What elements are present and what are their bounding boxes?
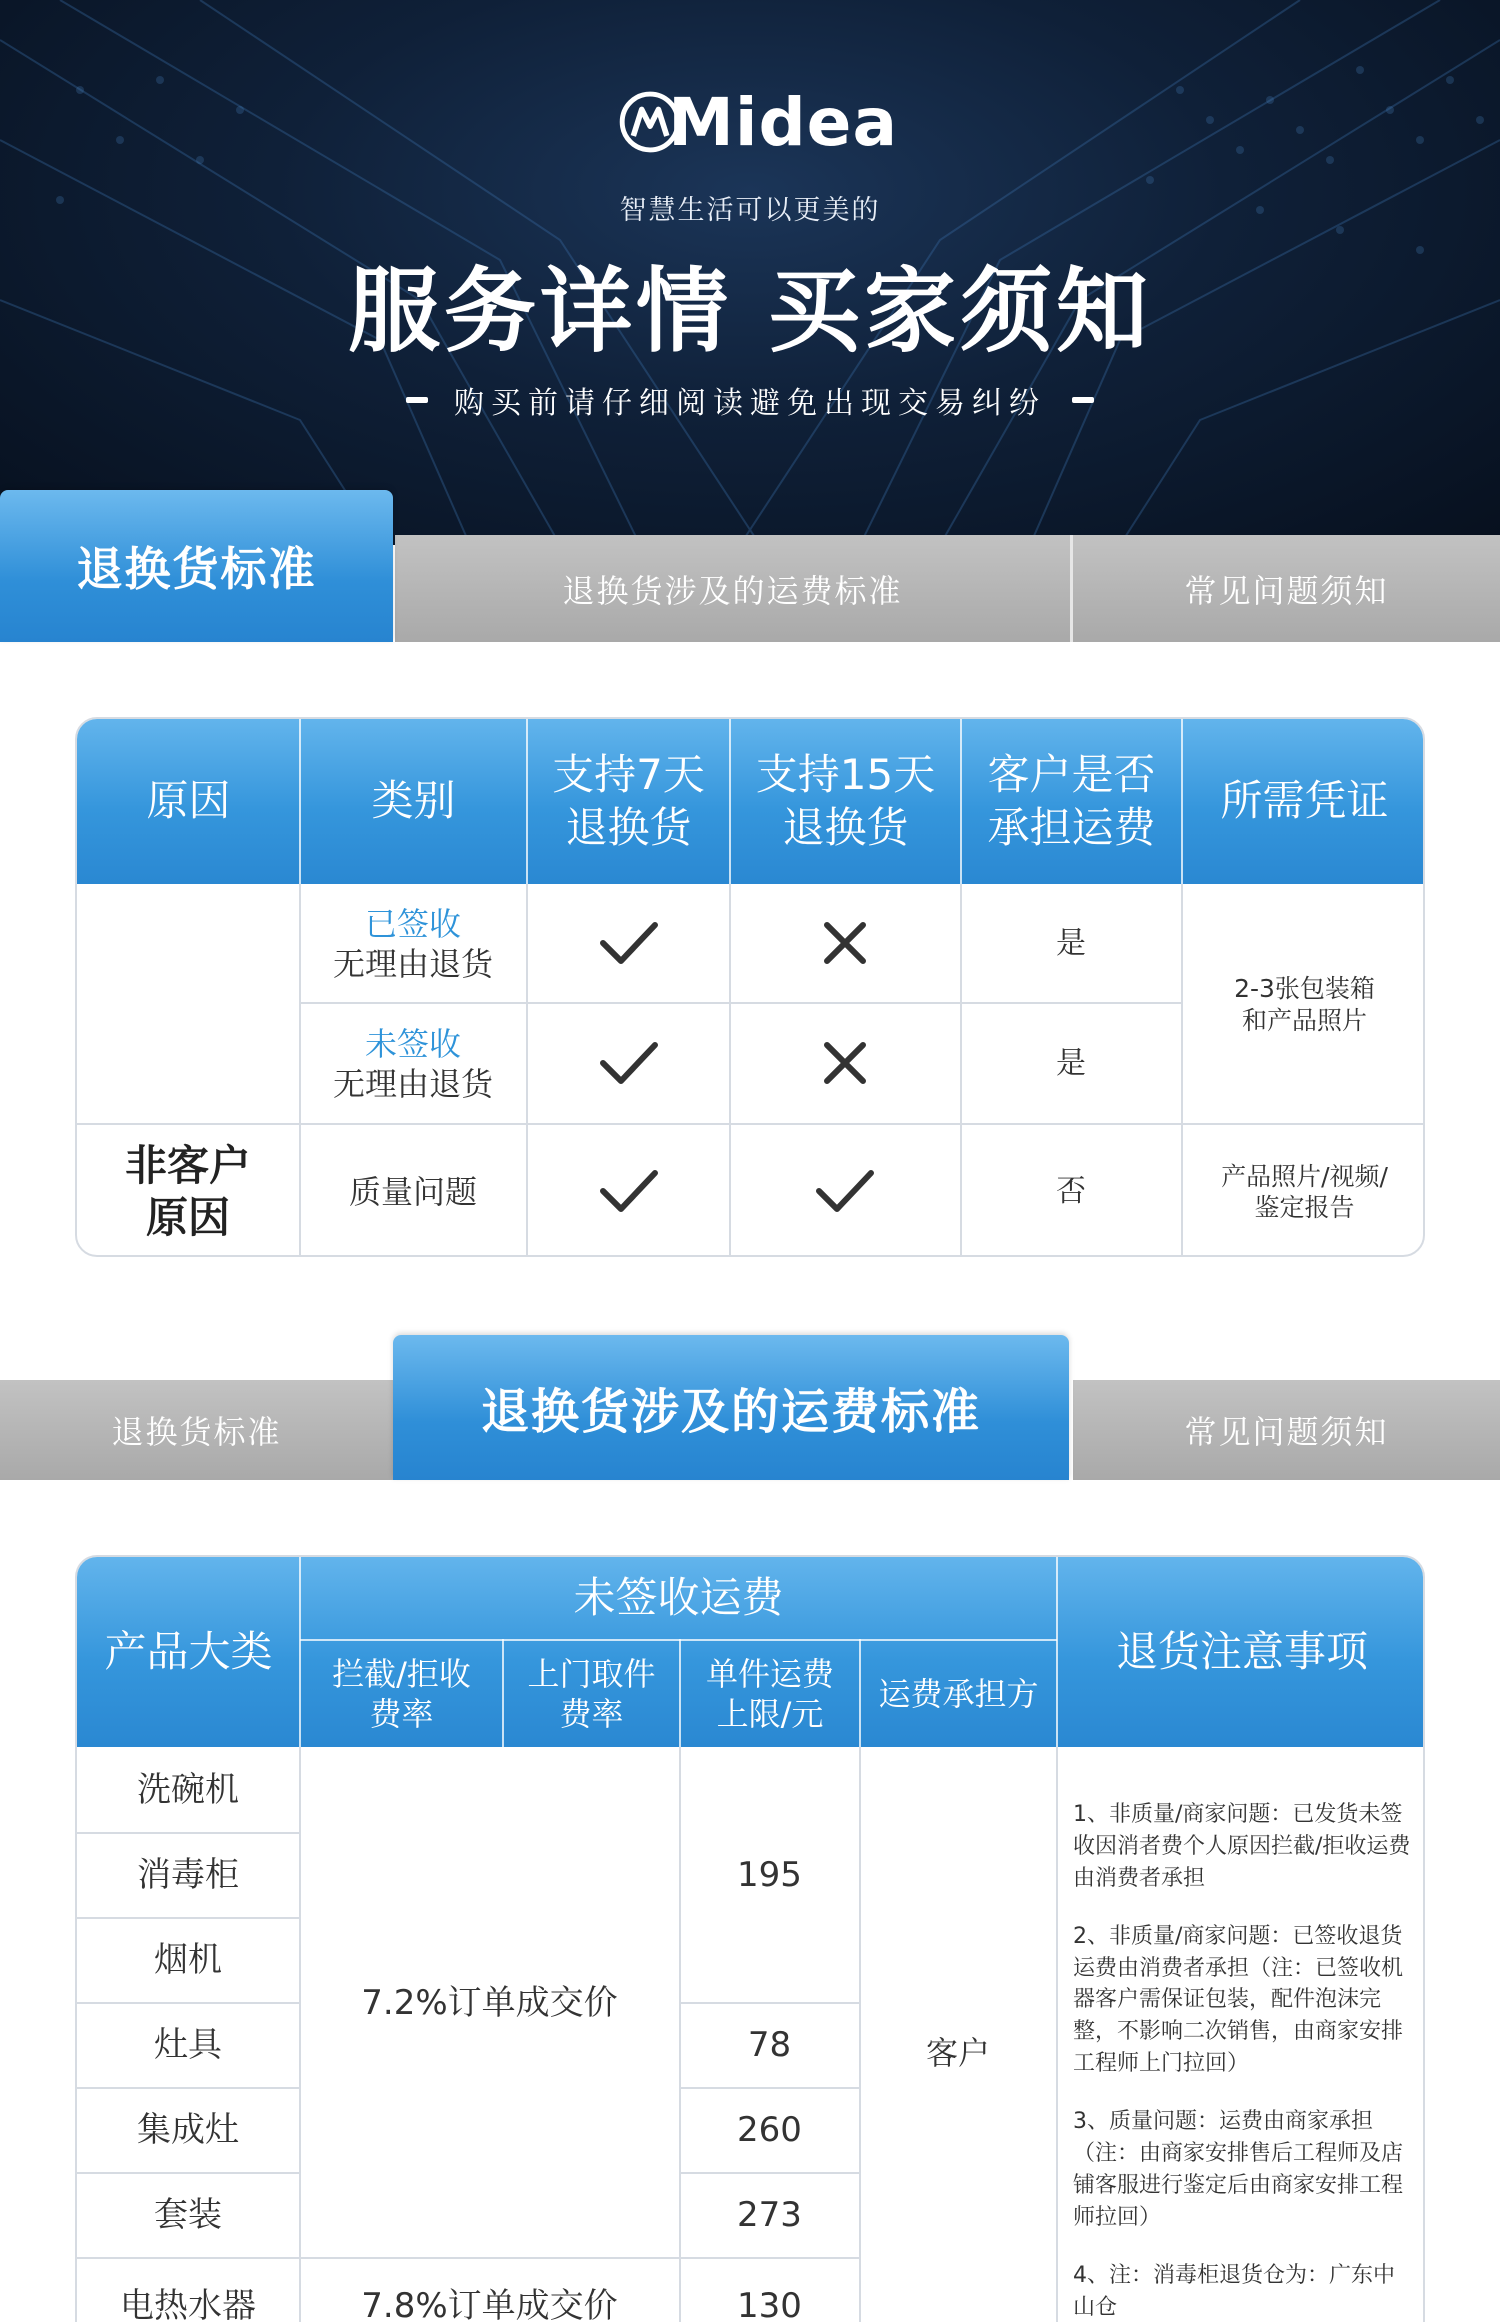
grid-line	[1056, 1747, 1058, 2322]
customer-pay-signed: 是	[1056, 926, 1086, 962]
proof-quality: 产品照片/视频/ 鉴定报告	[1221, 1161, 1388, 1222]
tab-return-standard-active[interactable]: 退换货标准	[0, 490, 393, 642]
logo-text: Midea	[668, 83, 898, 161]
tab-bar-1	[0, 490, 1500, 642]
cap-value: 78	[747, 2025, 792, 2066]
page-title: 服务详情 买家须知	[347, 258, 1153, 365]
rate-main: 7.2%订单成交价	[361, 1982, 618, 2023]
tab-return-standard[interactable]: 退换货标准	[0, 1380, 393, 1480]
midea-logo	[618, 72, 898, 172]
product-stove: 灶具	[154, 2025, 222, 2066]
header-divider	[1181, 719, 1183, 884]
category-no-reason: 无理由退货	[332, 945, 493, 983]
grid-line	[729, 884, 731, 1257]
return-notes	[1073, 1799, 1413, 2322]
status-signed: 已签收	[364, 905, 461, 943]
category-no-reason: 无理由退货	[332, 1064, 493, 1103]
product-water-heater: 电热水器	[120, 2286, 256, 2322]
tab-freight-standard[interactable]: 退换货涉及的运费标准	[395, 535, 1070, 642]
header-unsigned-freight: 未签收运费	[573, 1572, 784, 1622]
header-product: 产品大类	[104, 1626, 273, 1676]
note-item: 1、非质量/商家问题：已发货未签收因消者费个人原因拦截/拒收运费由消费者承担	[1073, 1802, 1411, 1891]
grid-line	[526, 884, 528, 1257]
freight-table	[75, 1555, 1425, 2322]
proof-no-reason: 2-3张包装箱 和产品照片	[1234, 974, 1375, 1035]
hero-subtitle-text: 购买前请仔细阅读避免出现交易纠纷	[454, 386, 1046, 421]
table-row-signed	[300, 886, 526, 1002]
check-icon	[597, 917, 661, 969]
header-divider	[299, 719, 301, 884]
hero-banner	[0, 0, 1500, 545]
cross-icon	[819, 1037, 871, 1089]
tab-freight-standard-active[interactable]: 退换货涉及的运费标准	[393, 1335, 1069, 1480]
header-divider	[729, 719, 731, 884]
check-icon	[597, 1037, 661, 1089]
return-standard-table	[75, 717, 1425, 1257]
header-payer: 运费承担方	[878, 1675, 1039, 1713]
customer-pay-quality: 否	[1056, 1174, 1086, 1210]
note-item: 2、非质量/商家问题：已签收退货运费由消费者承担（注：已签收机器客户需保证包装，配件泡沫完整，不影响二次销售，由商家安排工程师上门拉回）	[1073, 1923, 1404, 2077]
note-item: 3、质量问题：运费由商家承担（注：由商家安排售后工程师及店铺客服进行鉴定后由商家安排工程师拉回）	[1073, 2109, 1404, 2230]
tab-bar-2	[0, 1335, 1500, 1480]
product-disinfection-cabinet: 消毒柜	[137, 1855, 239, 1896]
product-range-hood: 烟机	[154, 1940, 222, 1981]
header-reason: 原因	[146, 776, 231, 826]
header-divider	[859, 1639, 861, 1747]
header-divider	[960, 719, 962, 884]
hero-subtitle	[0, 378, 1500, 422]
header-divider	[299, 1557, 301, 1747]
table-row-unsigned	[300, 1004, 526, 1123]
rate-water-heater: 7.8%订单成交价	[361, 2286, 618, 2322]
status-unsigned: 未签收	[364, 1024, 461, 1063]
header-customer-pay: 客户是否 承担运费	[987, 750, 1156, 852]
product-set: 套装	[154, 2195, 222, 2236]
cap-value: 195	[737, 1855, 802, 1896]
header-fifteen-day: 支持15天 退换货	[755, 750, 936, 852]
customer-pay-unsigned: 是	[1056, 1045, 1086, 1081]
header-seven-day: 支持7天 退换货	[552, 750, 705, 852]
header-divider	[502, 1639, 504, 1747]
header-pickup-rate: 上门取件 费率	[527, 1655, 656, 1733]
header-divider	[1056, 1557, 1058, 1747]
check-icon	[597, 1165, 661, 1217]
payer-customer: 客户	[925, 2034, 990, 2072]
cross-icon	[819, 917, 871, 969]
cap-value: 273	[737, 2195, 802, 2236]
header-proof: 所需凭证	[1220, 776, 1389, 826]
note-item: 4、注：消毒柜退货仓为：广东中山仓	[1073, 2262, 1395, 2320]
product-integrated-stove: 集成灶	[137, 2110, 239, 2151]
dash-right	[1072, 397, 1094, 403]
check-icon	[813, 1165, 877, 1217]
dash-left	[406, 397, 428, 403]
header-divider	[679, 1639, 681, 1747]
product-dishwasher: 洗碗机	[137, 1770, 239, 1811]
header-notes: 退货注意事项	[1115, 1626, 1368, 1676]
header-intercept-rate: 拦截/拒收 费率	[332, 1655, 471, 1733]
tab-faq[interactable]: 常见问题须知	[1073, 535, 1500, 642]
cap-value: 260	[737, 2110, 802, 2151]
brand-slogan: 智慧生活可以更美的	[619, 195, 881, 226]
header-cap: 单件运费 上限/元	[705, 1655, 834, 1733]
tab-faq[interactable]: 常见问题须知	[1073, 1380, 1500, 1480]
category-quality: 质量问题	[348, 1173, 477, 1211]
header-category: 类别	[371, 776, 456, 826]
cap-value: 130	[737, 2286, 802, 2322]
reason-non-customer: 非客户 原因	[124, 1140, 251, 1242]
header-divider	[526, 719, 528, 884]
